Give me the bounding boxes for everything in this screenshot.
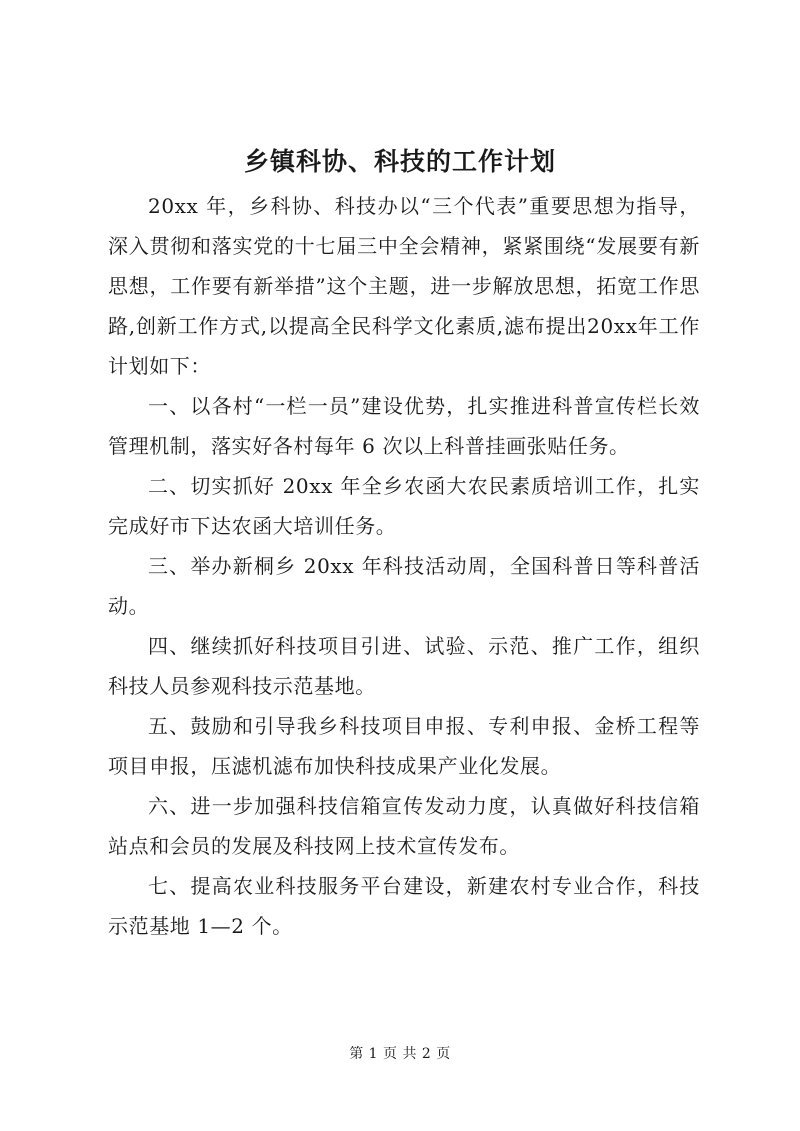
paragraph-item-3: 三、举办新桐乡 20xx 年科技活动周，全国科普日等科普活动。 [108, 554, 700, 618]
page-number-footer: 第 1 页 共 2 页 [349, 1046, 451, 1062]
paragraph-item-1: 一、以各村“一栏一员”建设优势，扎实推进科普宣传栏长效管理机制，落实好各村每年 6 次以上科普挂画张贴任务。 [108, 394, 700, 458]
paragraph-item-6: 六、进一步加强科技信箱宣传发动力度，认真做好科技信箱站点和会员的发展及科技网上技术宣传发布。 [108, 794, 700, 858]
paragraph-item-2: 二、切实抓好 20xx 年全乡农函大农民素质培训工作，扎实完成好市下达农函大培训任务。 [108, 474, 700, 538]
document-title: 乡镇科协、科技的工作计划 [243, 147, 556, 176]
paragraph-item-7: 七、提高农业科技服务平台建设，新建农村专业合作，科技示范基地 1—2 个。 [108, 874, 700, 938]
document-body [108, 186, 700, 946]
paragraph-item-4: 四、继续抓好科技项目引进、试验、示范、推广工作，组织科技人员参观科技示范基地。 [108, 634, 700, 698]
paragraph-intro: 20xx 年，乡科协、科技办以“三个代表”重要思想为指导，深入贯彻和落实党的十七届三中全会精神，紧紧围绕“发展要有新思想，工作要有新举措”这个主题，进一步解放思想，拓宽工作思路,创新工作方式,以提高全民科学文化素质,滤布提出20xx年工作计划如下： [108, 194, 700, 378]
paragraph-item-5: 五、鼓励和引导我乡科技项目申报、专利申报、金桥工程等项目申报，压滤机滤布加快科技成果产业化发展。 [108, 714, 700, 778]
